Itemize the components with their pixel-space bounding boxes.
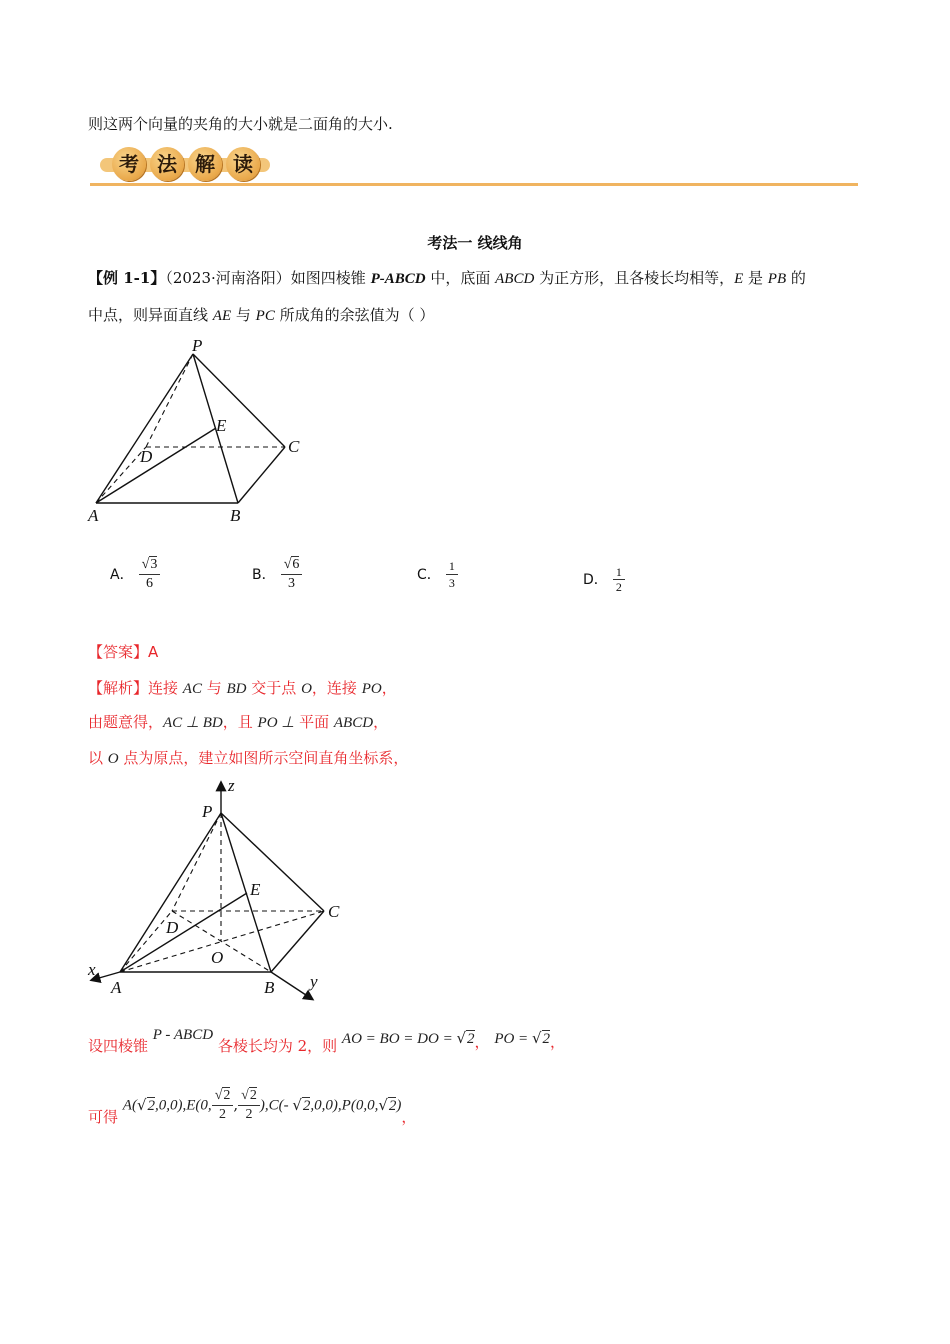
example-line-1: 【例 1-1】（2023·河南洛阳）如图四棱锥 P-ABCD 中，底面 ABCD 为正方形，且各棱长均相等，E 是 PB 的 [88,269,806,287]
fig2-label-z: z [228,776,235,795]
pyramid-figure-2 [80,775,350,1010]
fig2-label-p: P [202,802,213,821]
analysis-line-2: 由题意得，AC ⊥ BD，且 PO ⊥ 平面 ABCD， [88,713,389,731]
option-c-fraction: $\frac{1}{3}$ [446,559,458,590]
option-d-fraction: $\frac{1}{2}$ [613,566,625,593]
fig1-label-b: B [230,506,241,525]
analysis-line-1: 【解析】连接 AC 与 BD 交于点 O，连接 PO， [88,679,397,697]
option-b[interactable]: B． $\frac{√6}{3}$ [252,557,302,592]
example-tag: 【例 1-1】 [88,269,166,287]
section-title: 考法一 线线角 [427,234,523,252]
coords-line: 可得 A(√2,0,0),E(0, $\frac{√2}{2}$ , $\frac{√2}{2}$ ),C(- √2,0,0),P(0,0,√2)， [88,1088,417,1126]
fig1-label-e: E [216,416,227,435]
fig1-label-p: P [192,336,203,355]
fig2-label-y: y [310,972,318,991]
option-b-fraction: $\frac{√6}{3}$ [281,557,303,592]
fig1-label-c: C [288,437,300,456]
option-a-fraction: $\frac{√3}{6}$ [139,557,161,592]
option-c[interactable]: C． $\frac{1}{3}$ [417,559,458,590]
fig1-label-a: A [88,506,99,525]
answer-tag: 【答案】 [88,643,149,661]
fig2-label-x: x [88,960,96,979]
fig2-label-b: B [264,978,275,997]
banner-char-3: 解 [188,147,222,181]
fig2-label-o: O [211,948,224,967]
banner-char-1: 考 [112,147,146,181]
fig1-label-d: D [140,447,153,466]
fig2-label-d: D [166,918,179,937]
answer-value: A [148,643,159,661]
example-line-2: 中点，则异面直线 AE 与 PC 所成角的余弦值为（ ） [88,306,435,324]
analysis-tag: 【解析】 [88,679,149,697]
banner-divider [90,183,858,186]
fig2-label-c: C [328,902,340,921]
fig2-label-a: A [111,978,122,997]
analysis-line-3: 以 O 点为原点，建立如图所示空间直角坐标系， [88,749,409,767]
option-d[interactable]: D． $\frac{1}{2}$ [583,566,625,593]
answer-line [88,642,158,662]
pyramid-figure-1 [80,330,320,530]
setup-line: 设四棱锥 P - ABCD 各棱长均为 2，则 AO = BO = DO = √2， PO = √2， [88,1027,566,1055]
fig2-label-e: E [250,880,261,899]
banner-char-2: 法 [150,147,184,181]
banner-char-4: 读 [226,147,260,181]
option-a[interactable]: A． $\frac{√3}{6}$ [110,557,160,592]
intro-text: 则这两个向量的夹角的大小就是二面角的大小. [88,115,393,133]
